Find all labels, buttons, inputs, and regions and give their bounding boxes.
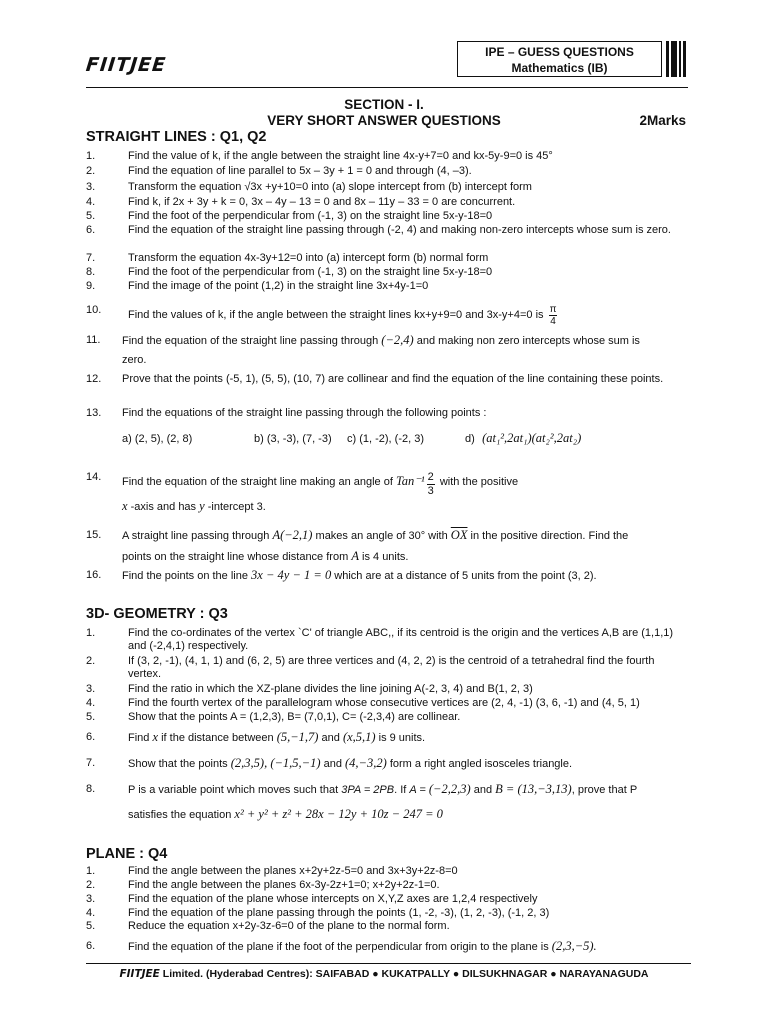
footer xyxy=(0,968,768,980)
marks-label: 2Marks xyxy=(639,113,686,128)
geometry-heading: 3D- GEOMETRY : Q3 xyxy=(86,606,228,622)
header-divider xyxy=(86,87,688,88)
footer-divider xyxy=(86,963,691,964)
fiitjee-logo: FIITJEE xyxy=(84,54,168,76)
footer-text: Limited. (Hyderabad Centres): SAIFABAD ● KUKATPALLY ● DILSUKHNAGAR ● NARAYANAGUDA xyxy=(159,968,649,980)
footer-brand: FIITJEE xyxy=(119,968,160,980)
section-title: SECTION - I. xyxy=(344,97,424,112)
subject-box-title: IPE – GUESS QUESTIONS xyxy=(485,45,634,59)
decorative-bars xyxy=(666,41,686,77)
plane-heading: PLANE : Q4 xyxy=(86,846,168,862)
straight-lines-heading: STRAIGHT LINES : Q1, Q2 xyxy=(86,129,267,145)
subject-box-subject: Mathematics (IB) xyxy=(511,61,608,75)
subject-box xyxy=(457,41,662,77)
section-subtitle: VERY SHORT ANSWER QUESTIONS xyxy=(267,113,501,128)
